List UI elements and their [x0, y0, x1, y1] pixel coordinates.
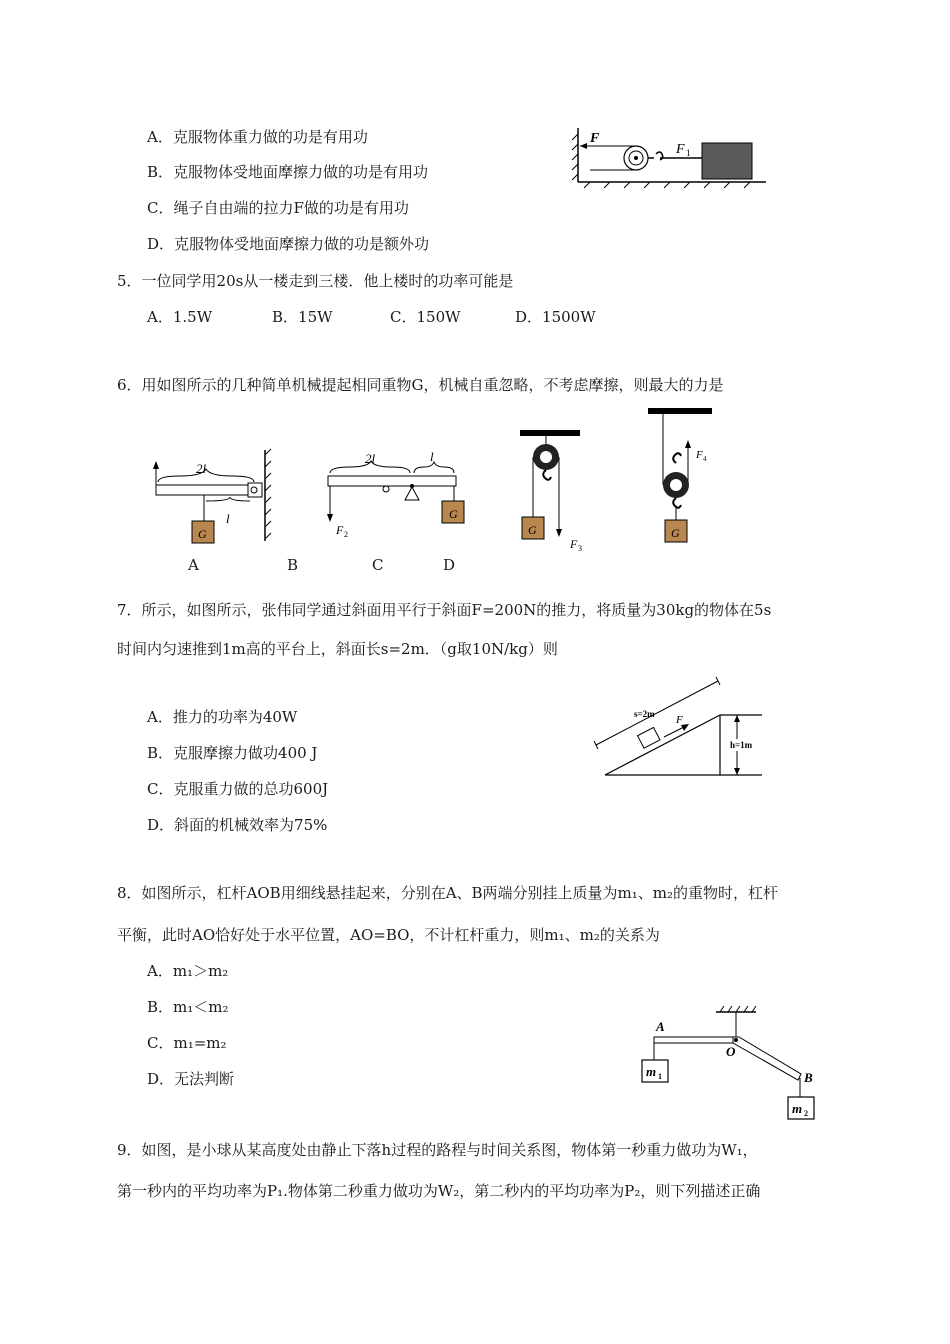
fig-c-g: G [449, 507, 458, 521]
q8-option-c: C．m₁=m₂ [147, 1034, 227, 1052]
q7-stem-line1: 7．所示，如图所示，张伟同学通过斜面用平行于斜面F=200N的推力，将质量为30kg的物体在5s [117, 601, 772, 619]
q6-stem: 6．用如图所示的几种简单机械提起相同重物G，机械自重忽略，不考虑摩擦，则最大的力是 [117, 376, 724, 394]
fig-a-g: G [198, 527, 207, 541]
fig-c-f2: F [336, 523, 344, 537]
q9-stem-line1: 9．如图，是小球从某高度处由静止下落h过程的路程与时间关系图，物体第一秒重力做功为W₁， [117, 1141, 758, 1159]
q6-label-d: D [443, 556, 456, 574]
q6-machines-figure [140, 405, 740, 555]
q4-option-b: B．克服物体受地面摩擦力做的功是有用功 [147, 163, 429, 181]
q8-lever-figure [636, 1000, 836, 1125]
q8-option-d: D．无法判断 [147, 1070, 235, 1088]
q5-option-b: B．15W [272, 308, 333, 326]
q6-label-b: B [287, 556, 299, 574]
fig-d-f4-sub: 4 [703, 455, 707, 463]
fig-b-f3-sub: 3 [578, 544, 582, 553]
label-f: F [590, 131, 600, 146]
q8-option-b: B．m₁＜m₂ [147, 998, 229, 1016]
fig-b-f3: F [570, 537, 578, 551]
fig-a-l: l [226, 511, 230, 526]
q7-option-b: B．克服摩擦力做功400 J [147, 744, 318, 762]
q5-stem: 5．一位同学用20s从一楼走到三楼．他上楼时的功率可能是 [117, 272, 514, 290]
label-h: h=1m [730, 740, 753, 750]
q7-option-a: A．推力的功率为40W [147, 708, 298, 726]
label-f: F [676, 714, 683, 726]
q4-option-c: C．绳子自由端的拉力F做的功是有用功 [147, 199, 409, 217]
q4-pulley-figure [560, 120, 790, 190]
q5-option-c: C．150W [390, 308, 461, 326]
q8-option-a: A．m₁＞m₂ [147, 962, 229, 980]
q7-incline-figure [590, 675, 780, 785]
fig-a-2l: 2l [196, 461, 207, 476]
q7-option-d: D．斜面的机械效率为75% [147, 816, 328, 834]
fig-c-l: l [430, 449, 434, 464]
label-a: A [656, 1019, 665, 1034]
q8-stem-line2: 平衡，此时AO恰好处于水平位置，AO=BO，不计杠杆重力，则m₁、m₂的关系为 [117, 926, 660, 944]
fig-d-g: G [671, 526, 680, 540]
fig-b-g: G [528, 523, 537, 537]
label-m2: m [792, 1101, 803, 1116]
q6-label-c: C [372, 556, 384, 574]
q5-option-d: D．1500W [515, 308, 596, 326]
q4-option-a: A．克服物体重力做的功是有用功 [147, 128, 368, 146]
label-f1: F [676, 142, 685, 157]
label-m2-sub: 2 [804, 1109, 808, 1118]
label-s: s=2m [634, 709, 655, 719]
q4-option-d: D．克服物体受地面摩擦力做的功是额外功 [147, 235, 430, 253]
label-b: B [804, 1070, 813, 1085]
q9-stem-line2: 第一秒内的平均功率为P₁.物体第二秒重力做功为W₂，第二秒内的平均功率为P₂，则下列描述正确 [117, 1182, 761, 1200]
label-m1: m [646, 1064, 657, 1079]
label-f1-sub: 1 [686, 148, 691, 158]
label-m1-sub: 1 [658, 1072, 662, 1081]
q7-stem-line2: 时间内匀速推到1m高的平台上，斜面长s=2m．（g取10N/kg）则 [117, 640, 558, 658]
fig-c-f2-sub: 2 [344, 530, 348, 539]
fig-c-2l: 2l [365, 451, 376, 466]
label-o: O [726, 1044, 736, 1059]
q7-option-c: C．克服重力做的总功600J [147, 780, 329, 798]
fig-d-f4: F [696, 449, 703, 461]
q5-option-a: A．1.5W [147, 308, 213, 326]
q6-label-a: A [188, 556, 199, 574]
q8-stem-line1: 8．如图所示，杠杆AOB用细线悬挂起来，分别在A、B两端分别挂上质量为m₁、m₂的重物时，杠杆 [117, 884, 779, 902]
